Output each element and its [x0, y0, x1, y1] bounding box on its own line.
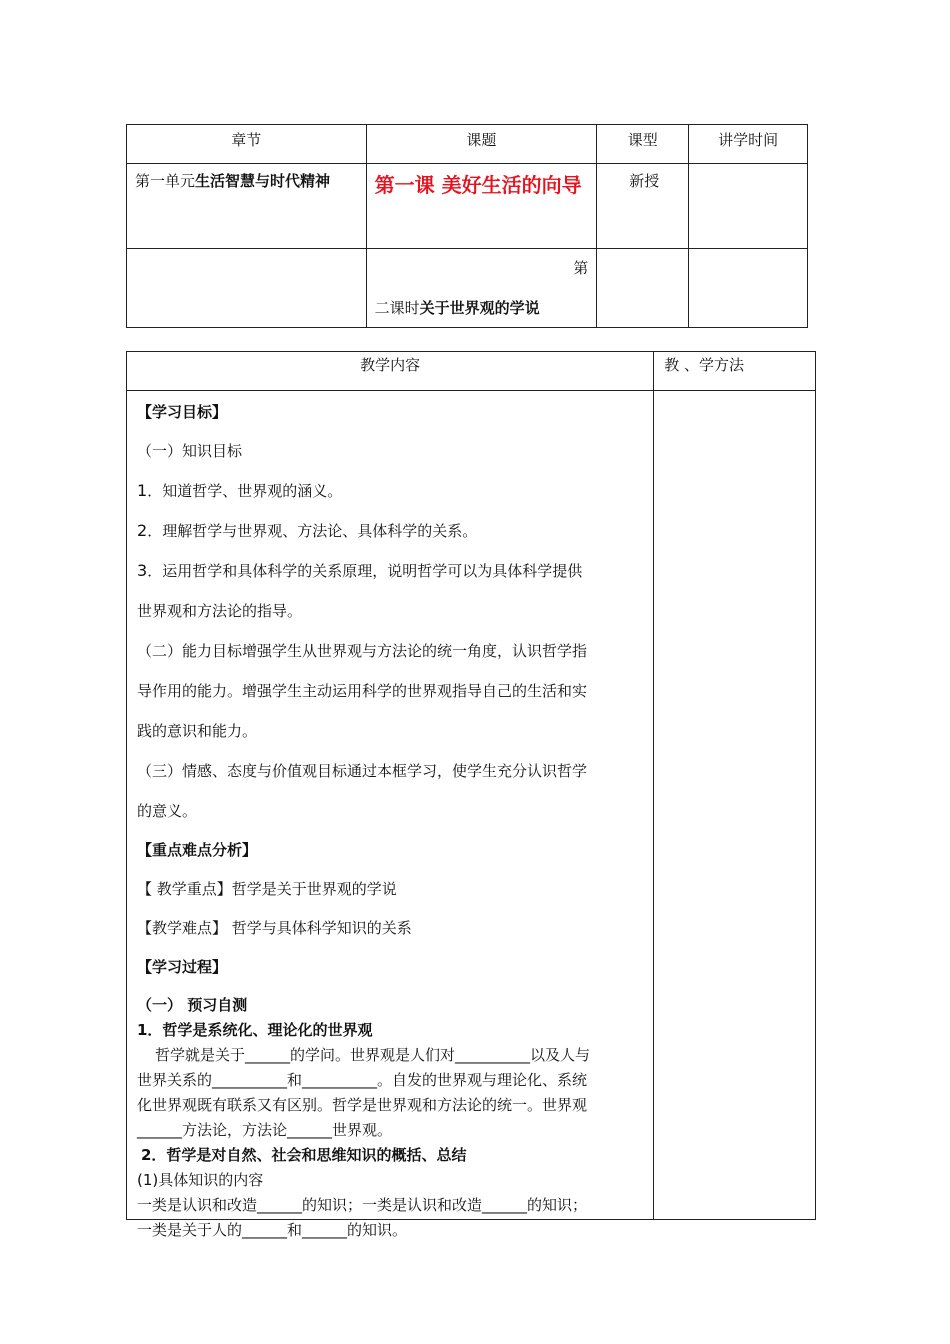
key-point: 【 教学重点】哲学是关于世界观的学说: [137, 880, 397, 898]
q1-line-2: 世界关系的__________和__________。自发的世界观与理论化、系统: [137, 1071, 588, 1089]
ability-goal-b: 导作用的能力。增强学生主动运用科学的世界观指导自己的生活和实: [137, 682, 588, 700]
q1-line-3: 化世界观既有联系又有区别。哲学是世界观和方法论的统一。世界观: [137, 1096, 588, 1114]
emotion-goal-b: 的意义。: [137, 802, 198, 820]
q2-heading: 2．哲学是对自然、社会和思维知识的概括、总结: [141, 1146, 467, 1164]
goal-1-num: 1: [137, 481, 148, 500]
goal-3-text-b: 世界观和方法论的指导。: [137, 602, 303, 620]
header-type: 课型: [597, 125, 689, 164]
time-cell: [689, 164, 808, 249]
period-cell: [366, 249, 597, 328]
ability-goal-c: 践的意识和能力。: [137, 722, 258, 740]
lesson-title: 第一课 美好生活的向导: [374, 173, 582, 197]
chapter-cell: [127, 164, 367, 249]
header-chapter: 章节: [127, 125, 367, 164]
empty-type-cell: [597, 249, 689, 328]
preview-heading: （一） 预习自测: [137, 996, 248, 1014]
process-heading: 【学习过程】: [137, 958, 228, 976]
header-time: 讲学时间: [689, 125, 808, 164]
chapter-prefix: 第一单元: [135, 172, 196, 190]
difficult-point: 【教学难点】 哲学与具体科学知识的关系: [137, 919, 412, 937]
q2-line-1: 一类是认识和改造______的知识；一类是认识和改造______的知识；: [137, 1196, 588, 1214]
goal-2-text: ．理解哲学与世界观、方法论、具体科学的关系。: [147, 522, 478, 540]
period-title: 关于世界观的学说: [419, 299, 540, 317]
goal-1-text: ．知道哲学、世界观的涵义。: [147, 482, 343, 500]
lesson-type: 新授: [629, 172, 660, 190]
teaching-content-table: [126, 351, 816, 1239]
goals-heading: 【学习目标】: [137, 403, 228, 421]
lesson-header-table: [126, 124, 808, 328]
q2-line-2: 一类是关于人的______和______的知识。: [137, 1221, 408, 1239]
header-method: 教 、学方法: [654, 352, 816, 391]
q2-subheading: (1)具体知识的内容: [137, 1171, 264, 1189]
method-cell: [654, 391, 816, 1220]
topic-cell: [366, 164, 597, 249]
period-di: 第: [573, 259, 589, 277]
goal-2: [137, 511, 643, 551]
goal-2-num: 2: [137, 521, 148, 540]
empty-time-cell: [689, 249, 808, 328]
chapter-name: 生活智慧与时代精神: [195, 172, 331, 190]
empty-chapter-cell: [127, 249, 367, 328]
goal-1: [137, 471, 643, 511]
goal-3-num: 3: [137, 561, 148, 580]
q1-line-1: 哲学就是关于______的学问。世界观是人们对__________以及人与: [155, 1046, 591, 1064]
goal-3: [137, 551, 643, 591]
knowledge-goal: （一）知识目标: [137, 442, 243, 460]
q1-line-4: ______方法论，方法论______世界观。: [137, 1121, 393, 1139]
header-topic: 课题: [366, 125, 597, 164]
key-heading: 【重点难点分析】: [137, 841, 258, 859]
q1-heading: 1．哲学是系统化、理论化的世界观: [137, 1021, 373, 1039]
period-number: 二课时: [374, 299, 420, 317]
type-cell: [597, 164, 689, 249]
content-cell: [127, 391, 654, 1239]
emotion-goal-a: （三）情感、态度与价值观目标通过本框学习，使学生充分认识哲学: [137, 762, 588, 780]
header-content: 教学内容: [127, 352, 654, 391]
goal-3-text-a: ．运用哲学和具体科学的关系原理，说明哲学可以为具体科学提供: [147, 562, 583, 580]
ability-goal-a: （二）能力目标增强学生从世界观与方法论的统一角度，认识哲学指: [137, 642, 588, 660]
